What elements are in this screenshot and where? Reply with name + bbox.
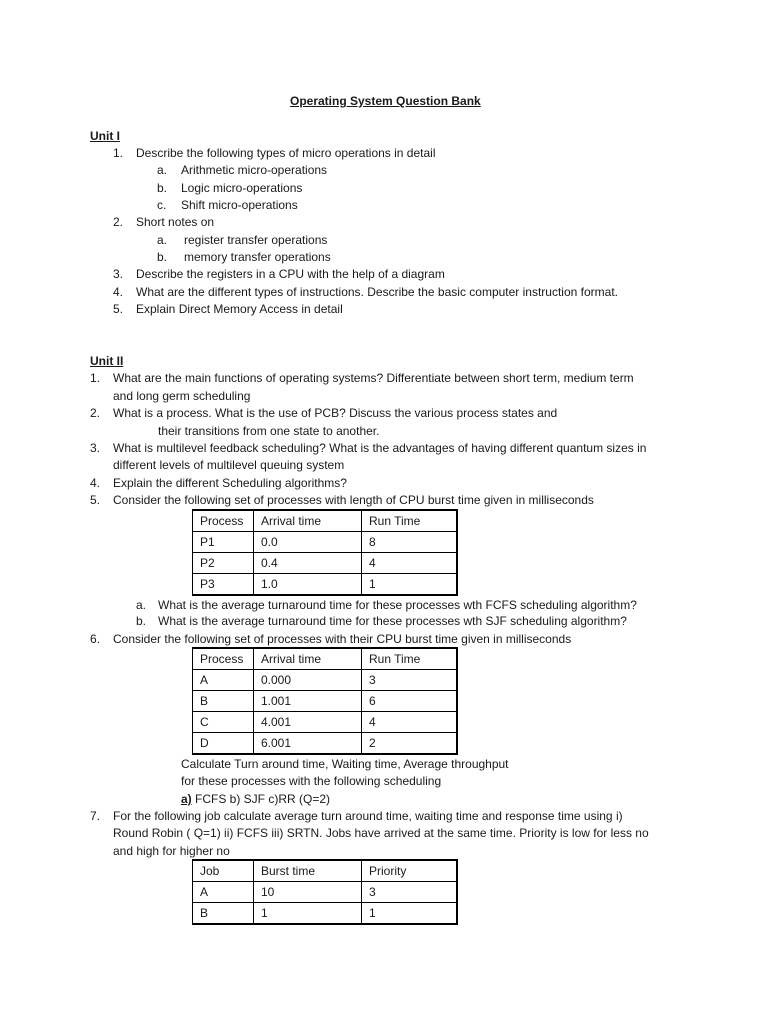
table-row xyxy=(193,553,458,574)
table-header-cell: Run Time xyxy=(362,510,458,532)
table-cell: 0.000 xyxy=(254,670,362,691)
table-row xyxy=(193,574,458,596)
table-cell: 1 xyxy=(362,574,458,596)
u1-q3-number: 3. xyxy=(113,267,124,281)
u2-q7-number: 7. xyxy=(90,809,101,823)
process-table-2 xyxy=(192,647,458,755)
table-header-cell: Burst time xyxy=(254,860,362,882)
table-cell: 1.001 xyxy=(254,691,362,712)
table-row xyxy=(193,670,458,691)
u2-q6-after-line2: for these processes with the following scheduling xyxy=(181,774,442,788)
u2-q1-line1: What are the main functions of operating systems? Differentiate between short term, medium term xyxy=(113,371,634,385)
table-header-cell: Arrival time xyxy=(254,648,362,670)
u1-q2-number: 2. xyxy=(113,215,124,229)
table-cell: A xyxy=(193,882,254,903)
u2-q6-text: Consider the following set of processes with their CPU burst time given in milliseconds xyxy=(113,632,572,646)
u2-q7-line3: and high for higher no xyxy=(113,844,230,858)
table-header-cell: Priority xyxy=(362,860,458,882)
u2-q5-sub-b-label: b. xyxy=(136,614,147,628)
table-cell: 4.001 xyxy=(254,712,362,733)
u2-q2-line2: their transitions from one state to another. xyxy=(158,424,380,438)
u2-q3-line2: different levels of multilevel queuing system xyxy=(113,458,345,472)
table-cell: 2 xyxy=(362,733,458,755)
table-cell: 6 xyxy=(362,691,458,712)
u2-q6-number: 6. xyxy=(90,632,101,646)
table-row xyxy=(193,733,458,755)
u1-q4-text: What are the different types of instructions. Describe the basic computer instruction format. xyxy=(136,285,618,299)
u1-q1-sub-c: Shift micro-operations xyxy=(181,198,298,212)
process-table-1 xyxy=(192,509,458,596)
u1-q2-sub-a: register transfer operations xyxy=(184,233,328,247)
table-cell: 4 xyxy=(362,712,458,733)
u1-q1-sub-b-label: b. xyxy=(157,181,168,195)
table-row xyxy=(193,532,458,553)
u2-q6-after-line3 xyxy=(181,791,330,808)
unit-2-heading: Unit II xyxy=(90,354,124,368)
table-header-row xyxy=(193,860,458,882)
u1-q2-sub-b: memory transfer operations xyxy=(184,250,331,264)
u1-q2-text: Short notes on xyxy=(136,215,215,229)
table-cell: A xyxy=(193,670,254,691)
table-header-row xyxy=(193,648,458,670)
u2-q3-line1: What is multilevel feedback scheduling? What is the advantages of having different quantum sizes in xyxy=(113,441,647,455)
u2-q5-sub-a-label: a. xyxy=(136,598,147,612)
table-cell: C xyxy=(193,712,254,733)
table-header-cell: Run Time xyxy=(362,648,458,670)
table-row xyxy=(193,691,458,712)
u1-q1-text: Describe the following types of micro operations in detail xyxy=(136,146,436,160)
table-cell: P3 xyxy=(193,574,254,596)
table-cell: 1.0 xyxy=(254,574,362,596)
table-cell: P1 xyxy=(193,532,254,553)
u2-q5-sub-b: What is the average turnaround time for these processes wth SJF scheduling algorithm? xyxy=(158,614,627,628)
table-cell: 1 xyxy=(362,903,458,925)
u1-q3-text: Describe the registers in a CPU with the help of a diagram xyxy=(136,267,445,281)
u2-q7-line2: Round Robin ( Q=1) ii) FCFS iii) SRTN. Jobs have arrived at the same time. Priority is low for less no xyxy=(113,826,649,840)
u2-q1-line2: and long germ scheduling xyxy=(113,389,251,403)
table-cell: 6.001 xyxy=(254,733,362,755)
u1-q1-sub-a: Arithmetic micro-operations xyxy=(181,163,328,177)
u2-q6-option-label: a) xyxy=(181,792,192,806)
table-cell: D xyxy=(193,733,254,755)
u2-q5-text: Consider the following set of processes with length of CPU burst time given in milliseconds xyxy=(113,493,594,507)
table-cell: B xyxy=(193,903,254,925)
u1-q1-sub-a-label: a. xyxy=(157,163,168,177)
u1-q5-number: 5. xyxy=(113,302,124,316)
u2-q4-number: 4. xyxy=(90,476,101,490)
u1-q4-number: 4. xyxy=(113,285,124,299)
u2-q2-number: 2. xyxy=(90,406,101,420)
u1-q1-sub-b: Logic micro-operations xyxy=(181,181,303,195)
u1-q1-sub-c-label: c. xyxy=(157,198,167,212)
u1-q2-sub-a-label: a. xyxy=(157,233,168,247)
table-cell: 3 xyxy=(362,670,458,691)
table-header-cell: Process xyxy=(193,510,254,532)
table-cell: 8 xyxy=(362,532,458,553)
u1-q1-number: 1. xyxy=(113,146,124,160)
u2-q6-after-line1: Calculate Turn around time, Waiting time, Average throughput xyxy=(181,757,509,771)
job-table xyxy=(192,859,458,925)
u2-q6-options: FCFS b) SJF c)RR (Q=2) xyxy=(191,792,331,806)
table-cell: B xyxy=(193,691,254,712)
table-header-cell: Process xyxy=(193,648,254,670)
table-cell: P2 xyxy=(193,553,254,574)
table-cell: 4 xyxy=(362,553,458,574)
u2-q2-line1: What is a process. What is the use of PCB? Discuss the various process states and xyxy=(113,406,558,420)
u2-q4-text: Explain the different Scheduling algorithms? xyxy=(113,476,347,490)
u1-q2-sub-b-label: b. xyxy=(157,250,168,264)
page-title: Operating System Question Bank xyxy=(290,94,481,108)
table-cell: 10 xyxy=(254,882,362,903)
table-row xyxy=(193,712,458,733)
u1-q5-text: Explain Direct Memory Access in detail xyxy=(136,302,343,316)
u2-q1-number: 1. xyxy=(90,371,101,385)
u2-q7-line1: For the following job calculate average turn around time, waiting time and response time using i) xyxy=(113,809,623,823)
u2-q5-number: 5. xyxy=(90,493,101,507)
table-cell: 3 xyxy=(362,882,458,903)
table-header-cell: Job xyxy=(193,860,254,882)
table-row xyxy=(193,903,458,925)
u2-q5-sub-a: What is the average turnaround time for these processes wth FCFS scheduling algorithm? xyxy=(158,598,637,612)
table-header-row xyxy=(193,510,458,532)
table-cell: 0.0 xyxy=(254,532,362,553)
unit-1-heading: Unit I xyxy=(90,129,120,143)
table-cell: 1 xyxy=(254,903,362,925)
table-cell: 0.4 xyxy=(254,553,362,574)
table-header-cell: Arrival time xyxy=(254,510,362,532)
u2-q3-number: 3. xyxy=(90,441,101,455)
table-row xyxy=(193,882,458,903)
